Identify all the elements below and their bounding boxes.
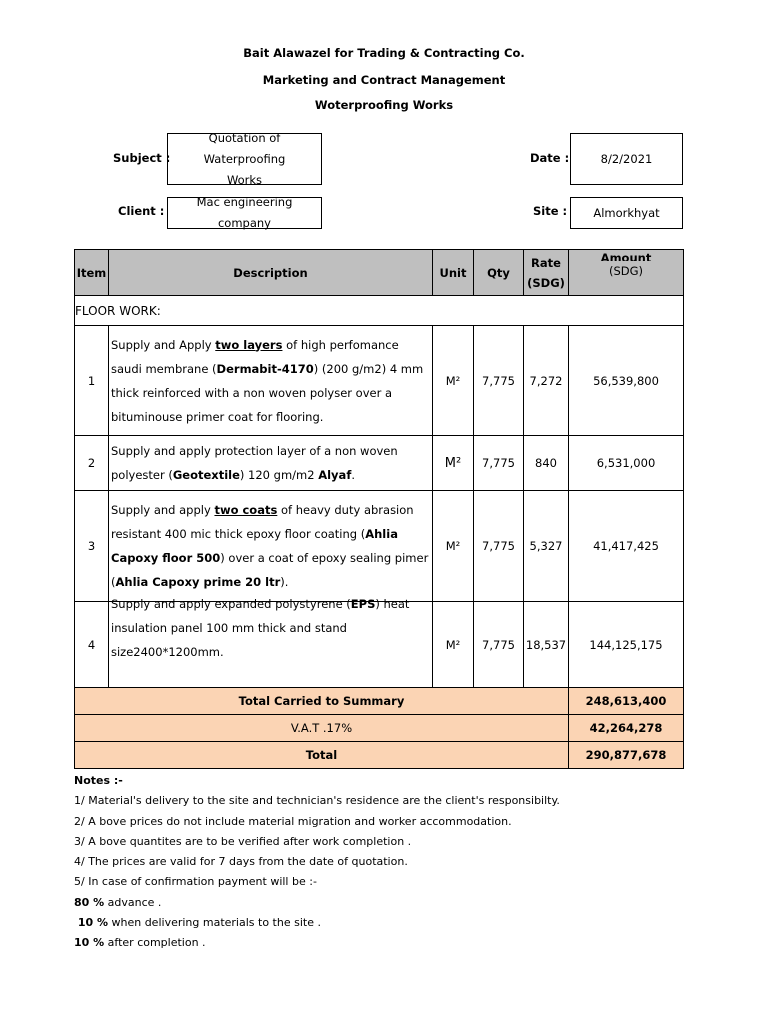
row-amount: 144,125,175 [569,602,684,688]
description-text: of high perfomance saudi membrane ( [111,337,399,376]
header-unit: Unit [433,250,474,296]
payment-text: when delivering materials to the site . [108,916,321,930]
row-description-text [111,592,432,664]
row-description [109,597,433,688]
description-text: ). [280,575,289,589]
client-value: Mac engineering company [167,197,322,229]
note-line: 5/ In case of confirmation payment will be :- [74,875,317,889]
payment-text: after completion . [104,936,206,950]
subject-line1: Quotation of Waterproofing [203,130,286,166]
description-text: ) 120 gm/m2 [239,468,319,482]
description-emphasis: Ahlia Capoxy prime 20 ltr [115,575,281,589]
quotation-table [74,249,684,769]
row-amount: 41,417,425 [569,491,684,602]
row-unit: M² [433,326,474,436]
grand-total-row [75,742,684,769]
row-unit: M² [433,602,474,688]
payment-pct: 80 % [74,895,105,909]
payment-text: advance . [104,895,162,909]
description-emphasis: Ahlia Capoxy floor 500 [111,527,398,565]
header-qty: Qty [474,250,524,296]
description-emphasis: Dermabit-4170 [216,361,314,376]
header-amount [569,250,684,296]
payment-pct: 10 % [74,936,105,950]
description-emphasis: EPS [350,597,376,611]
total-carried-value: 248,613,400 [569,688,684,715]
row-description [109,491,433,602]
notes-section [74,771,560,954]
table-row [75,326,684,436]
table-row [75,436,684,491]
total-carried-row [75,688,684,715]
description-text: Supply and Apply [111,337,216,352]
description-text: ) (200 g/m2) 4 mm thick reinforced with a non woven polyser over a bituminouse primer coat for flooring. [111,361,424,424]
site-label: Site : [533,204,568,218]
payment-pct: 10 % [74,916,108,930]
subject-line2: Works [226,172,263,187]
description-emphasis: two layers [215,337,283,352]
row-unit: M² [433,491,474,602]
date-label: Date : [530,151,570,165]
table-row [75,491,684,602]
row-qty: 7,775 [474,326,524,436]
row-item: 2 [75,436,109,491]
row-qty: 7,775 [474,436,524,491]
row-description [109,326,433,436]
row-rate: 7,272 [524,326,569,436]
note-line: 2/ A bove prices do not include material migration and worker accommodation. [74,814,512,828]
table-header-row [75,250,684,296]
description-emphasis: two coats [214,503,278,517]
description-emphasis: Geotextile [172,468,240,482]
row-qty: 7,775 [474,491,524,602]
description-text: ) over a coat of epoxy sealing pimer ( [111,551,429,589]
row-rate: 5,327 [524,491,569,602]
section-floor-work: FLOOR WORK: [75,296,684,326]
row-rate: 18,537 [524,602,569,688]
client-label: Client : [118,204,165,218]
row-qty: 7,775 [474,602,524,688]
header-rate-line1: Rate [531,255,561,270]
site-value: Almorkhyat [570,197,683,229]
description-text: Supply and apply expanded polystyrene ( [111,597,351,611]
description-text: Supply and apply [111,503,215,517]
grand-total-label: Total [75,742,569,769]
description-emphasis: Alyaf [318,468,352,482]
description-text: Supply and apply protection layer of a non woven polyester ( [111,444,398,482]
subject-label: Subject : [113,151,171,165]
vat-row [75,715,684,742]
works-title: Woterproofing Works [314,98,454,112]
date-value: 8/2/2021 [570,133,683,185]
row-item: 3 [75,491,109,602]
description-text: ) heat insulation panel 100 mm thick and stand size2400*1200mm. [111,597,410,659]
row-item: 4 [75,602,109,688]
header-rate-line2: (SDG) [527,275,565,290]
vat-label: V.A.T .17% [75,715,569,742]
header-amount-line1: Amount [600,252,652,261]
row-unit: M² [433,436,474,491]
vat-value: 42,264,278 [569,715,684,742]
note-line: 1/ Material's delivery to the site and technician's residence are the client's responsibilty. [74,794,560,808]
payment-line [74,913,560,933]
header-item: Item [75,250,109,296]
subject-box [167,130,322,187]
notes-title: Notes :- [74,774,123,787]
description-text: of heavy duty abrasion resistant 400 mic thick epoxy floor coating ( [111,503,414,541]
description-text: . [351,468,355,482]
row-description [109,436,433,491]
row-amount: 6,531,000 [569,436,684,491]
payment-line [74,893,560,913]
table-row [75,602,684,688]
row-item: 1 [75,326,109,436]
header-amount-line2: (SDG) [608,263,644,278]
company-name: Bait Alawazel for Trading & Contracting Co. [243,46,525,60]
header-description: Description [109,250,433,296]
payment-line [74,933,560,953]
row-amount: 56,539,800 [569,326,684,436]
grand-total-value: 290,877,678 [569,742,684,769]
department-name: Marketing and Contract Management [262,73,506,87]
note-line: 3/ A bove quantites are to be verified after work completion . [74,834,412,848]
header-rate [524,250,569,296]
row-rate: 840 [524,436,569,491]
total-carried-label: Total Carried to Summary [75,688,569,715]
note-line: 4/ The prices are valid for 7 days from the date of quotation. [74,855,408,869]
